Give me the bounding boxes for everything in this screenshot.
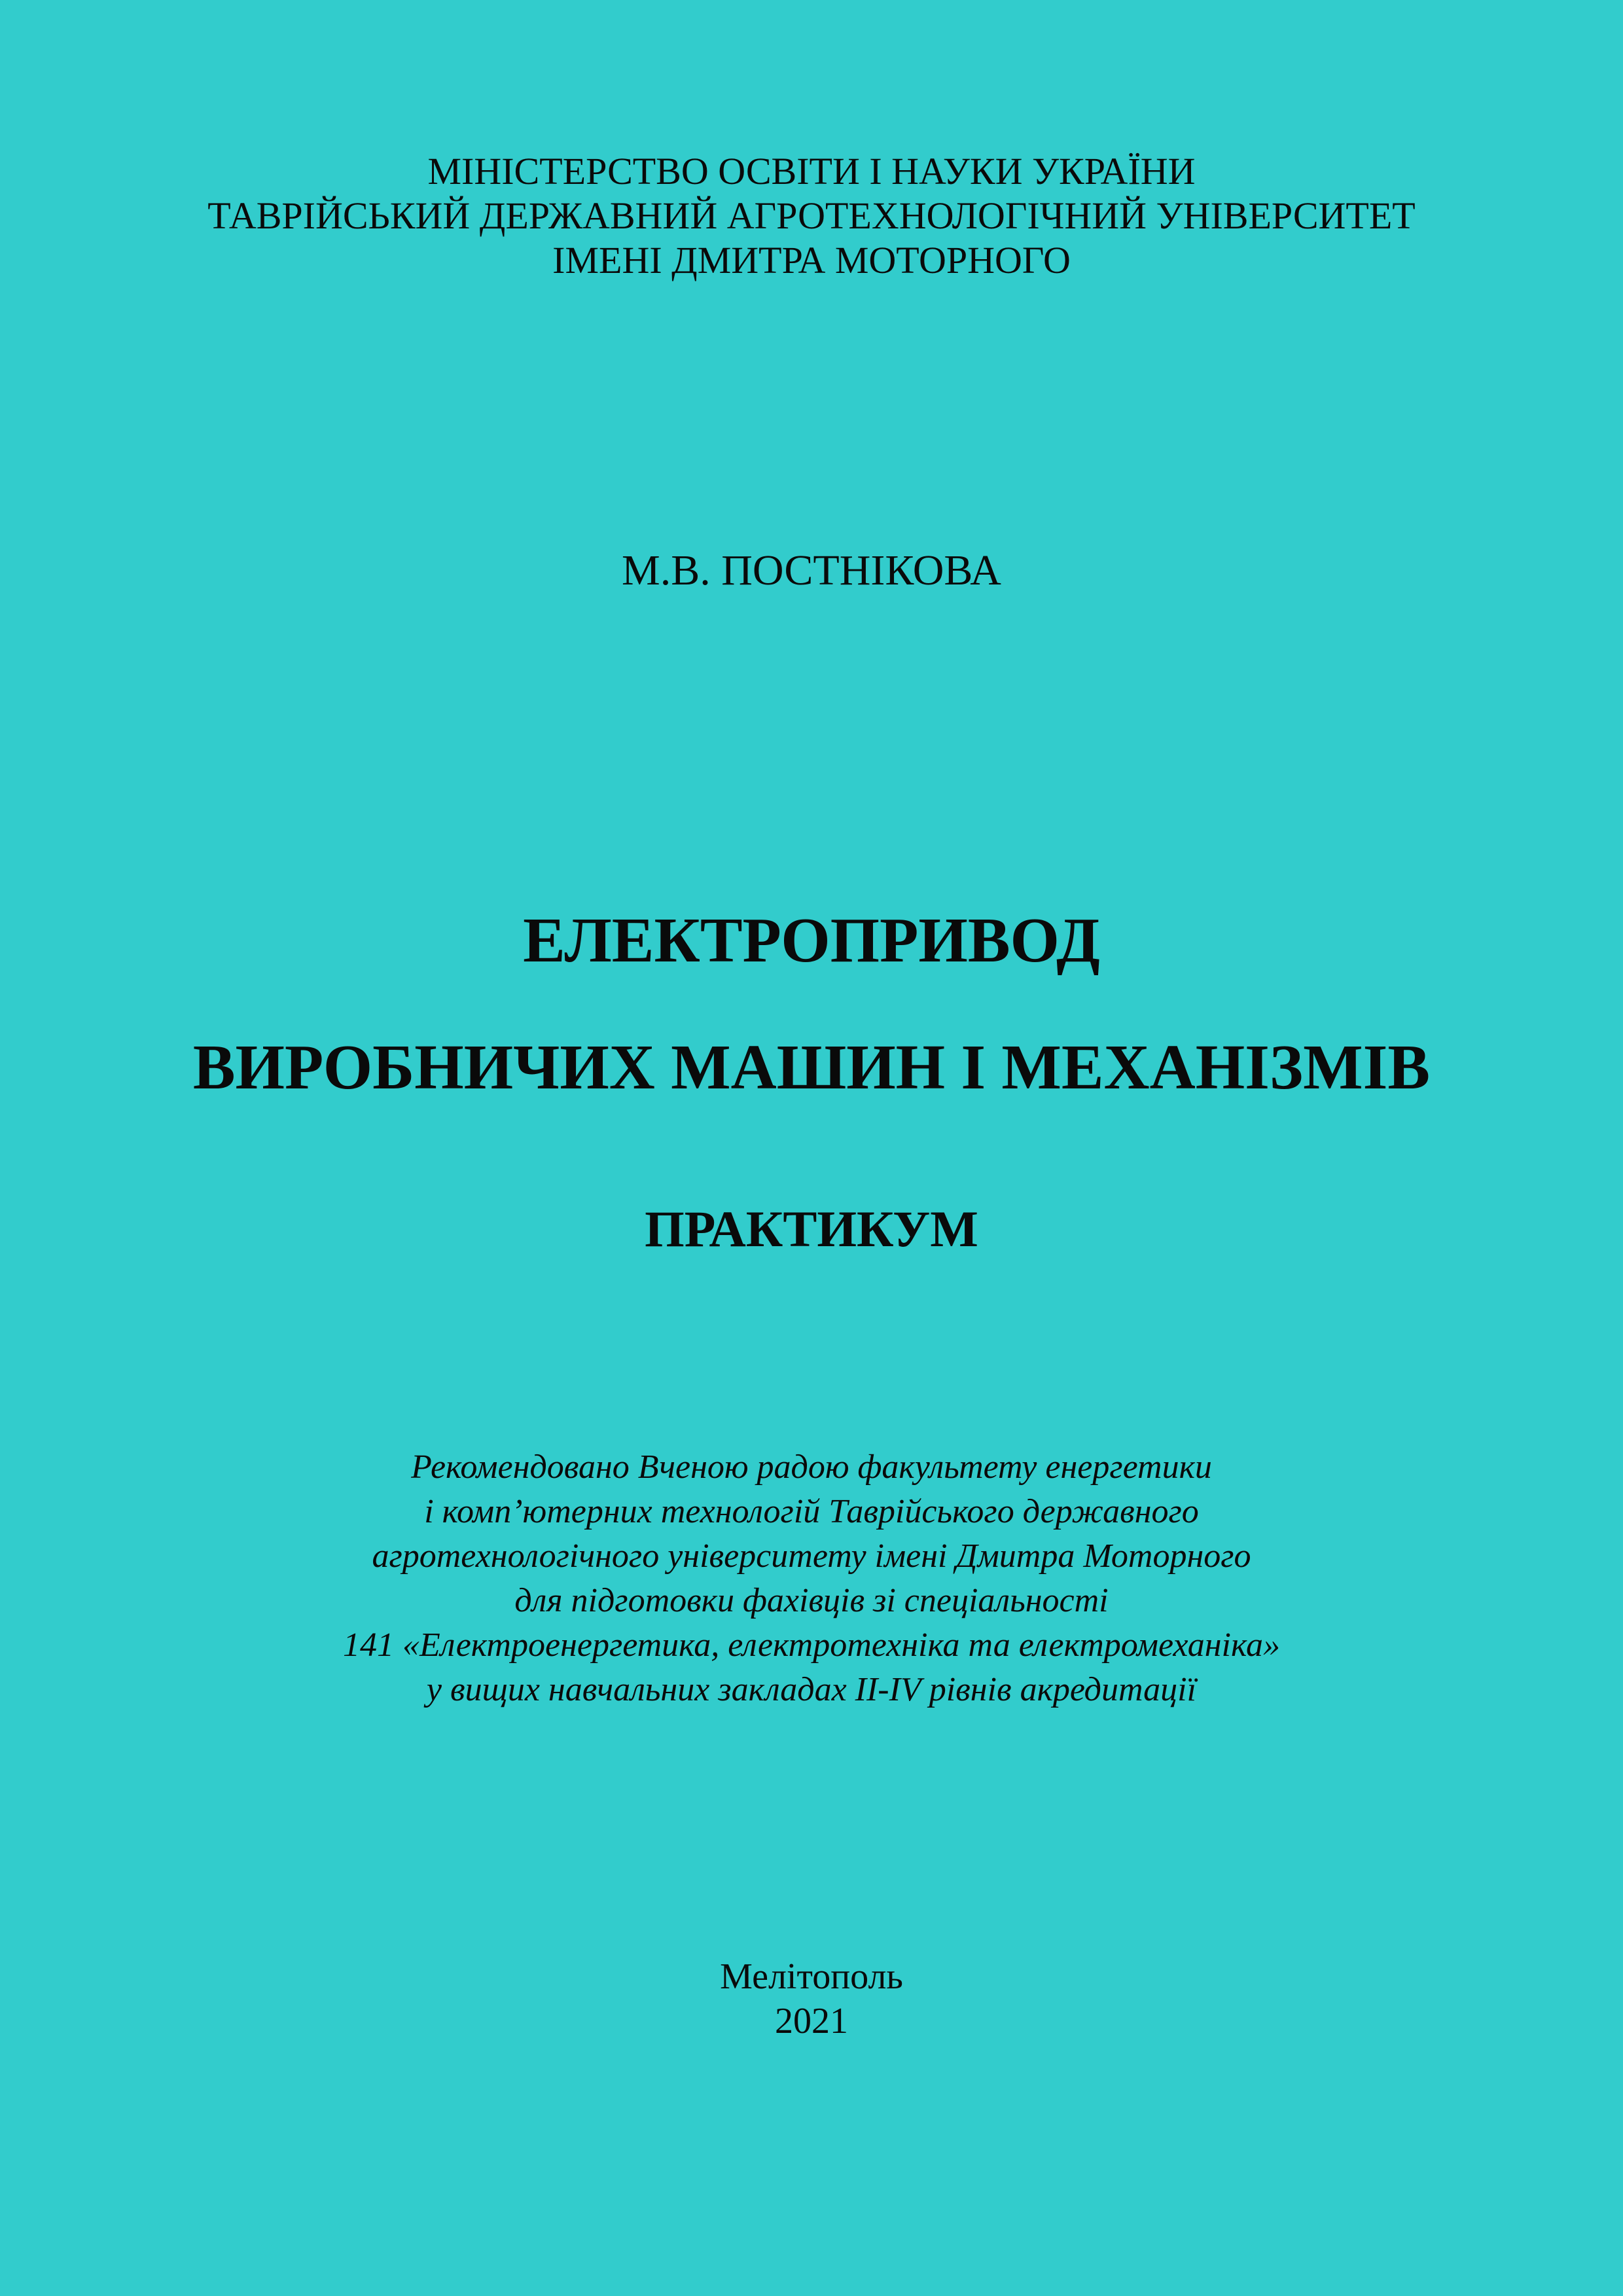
imprint-year: 2021 <box>775 2001 848 2041</box>
imprint <box>0 1954 1623 2043</box>
university-line: ТАВРІЙСЬКИЙ ДЕРЖАВНИЙ АГРОТЕХНОЛОГІЧНИЙ УНІВЕРСИТЕТ <box>207 194 1416 237</box>
recommendation-line-1: Рекомендовано Вченою радою факультету енергетики <box>411 1448 1212 1486</box>
university-name-line: ІМЕНІ ДМИТРА МОТОРНОГО <box>552 239 1071 281</box>
institution-header <box>0 149 1623 283</box>
recommendation-line-6: у вищих навчальних закладах ІІ-ІV рівнів акредитації <box>426 1671 1197 1708</box>
recommendation-line-3: агротехнологічного університету імені Дмитра Моторного <box>372 1537 1251 1575</box>
recommendation-line-4: для підготовки фахівців зі спеціальності <box>514 1582 1109 1619</box>
book-subtitle: ПРАКТИКУМ <box>645 1200 978 1257</box>
title-line-2: ВИРОБНИЧИХ МАШИН І МЕХАНІЗМІВ <box>192 1032 1431 1102</box>
book-title <box>0 903 1623 1105</box>
recommendation-line-2: і комп’ютерних технологій Таврійського державного <box>424 1493 1199 1530</box>
ministry-line: МІНІСТЕРСТВО ОСВІТИ І НАУКИ УКРАЇНИ <box>427 150 1196 192</box>
imprint-city: Мелітополь <box>720 1956 903 1997</box>
author-name: М.В. ПОСТНІКОВА <box>622 547 1001 594</box>
recommendation-note <box>0 1445 1623 1712</box>
title-line-1: ЕЛЕКТРОПРИВОД <box>523 905 1100 975</box>
recommendation-line-5: 141 «Електроенергетика, електротехніка та електромеханіка» <box>342 1626 1281 1664</box>
